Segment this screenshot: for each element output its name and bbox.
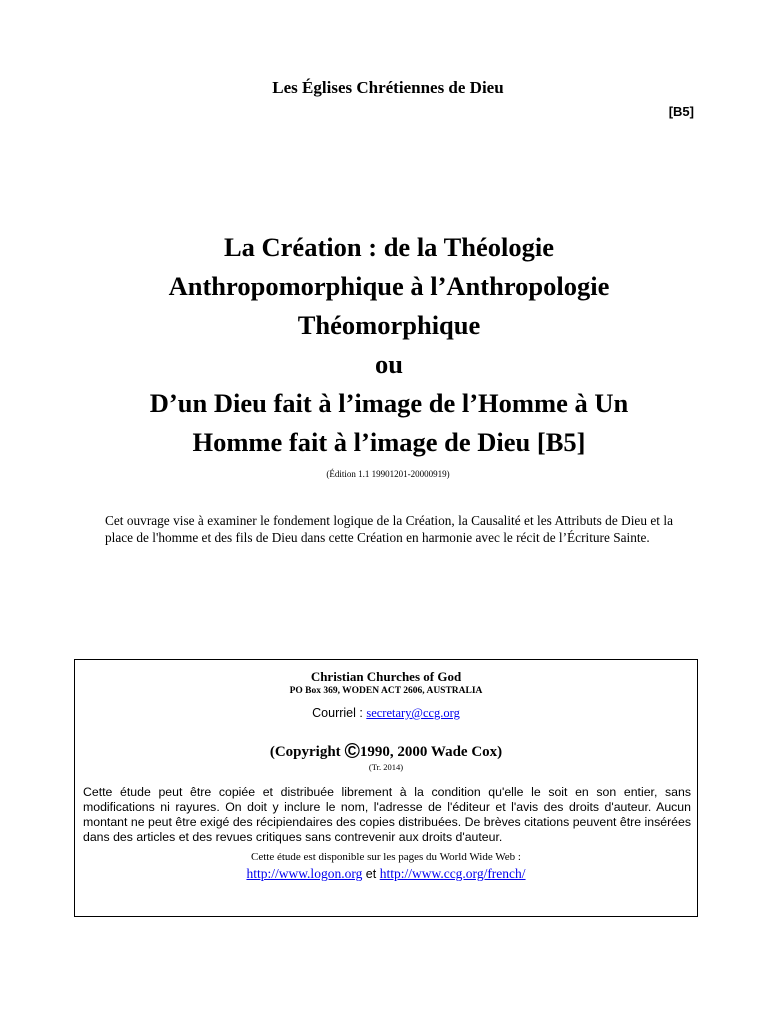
copyright-open: (Copyright	[269, 744, 345, 760]
web-links	[75, 866, 697, 882]
publisher-name: Christian Churches of God	[310, 669, 462, 684]
link-separator: et	[362, 867, 380, 881]
title-line-4: ou	[375, 349, 403, 379]
abstract-paragraph: Cet ouvrage vise à examiner le fondement logique de la Création, la Causalité et les Attributs de Dieu et la place de l'homme et des fils de Dieu dans cette Création en harmonie avec le récit de l’Écriture Sainte.	[105, 513, 673, 545]
title-line-3: Théomorphique	[297, 310, 481, 340]
publisher-address: PO Box 369, WODEN ACT 2606, AUSTRALIA	[289, 686, 483, 696]
publisher-info-box	[74, 659, 698, 917]
translation-note: (Tr. 2014)	[368, 762, 404, 772]
email-line	[75, 706, 697, 721]
copyright-rest: 1990, 2000 Wade Cox)	[359, 744, 503, 760]
ccg-french-link[interactable]: http://www.ccg.org/french/	[379, 866, 526, 881]
logon-link[interactable]: http://www.logon.org	[246, 866, 363, 881]
title-line-1: La Création : de la Théologie	[223, 232, 554, 262]
web-availability-note: Cette étude est disponible sur les pages du World Wide Web :	[251, 851, 521, 863]
email-link[interactable]: secretary@ccg.org	[366, 706, 460, 720]
title-line-5: D’un Dieu fait à l’image de l’Homme à Un	[149, 388, 629, 418]
email-label: Courriel :	[312, 706, 367, 720]
copyright-line	[75, 740, 697, 764]
title-line-2: Anthropomorphique à l’Anthropologie	[168, 271, 610, 301]
copyright-icon: ©	[344, 740, 360, 763]
edition-note: (Édition 1.1 19901201-20000919)	[326, 469, 450, 479]
church-name-header: Les Églises Chrétiennes de Dieu	[272, 78, 504, 97]
document-code-tag: [B5]	[668, 104, 694, 119]
title-line-6: Homme fait à l’image de Dieu [B5]	[192, 427, 586, 457]
license-paragraph: Cette étude peut être copiée et distribuée librement à la condition qu'elle le soit en son entier, sans modifications ni rayures. On doit y inclure le nom, l'adresse de l'éditeur et l'avis des droits d'auteur. Aucun montant ne peut être exigé des récipiendaires des copies distribuées. De brèves citations peuvent être insérées dans des articles et des revues critiques sans contrevenir aux droits d'auteur.	[83, 785, 691, 844]
document-title	[60, 228, 718, 462]
